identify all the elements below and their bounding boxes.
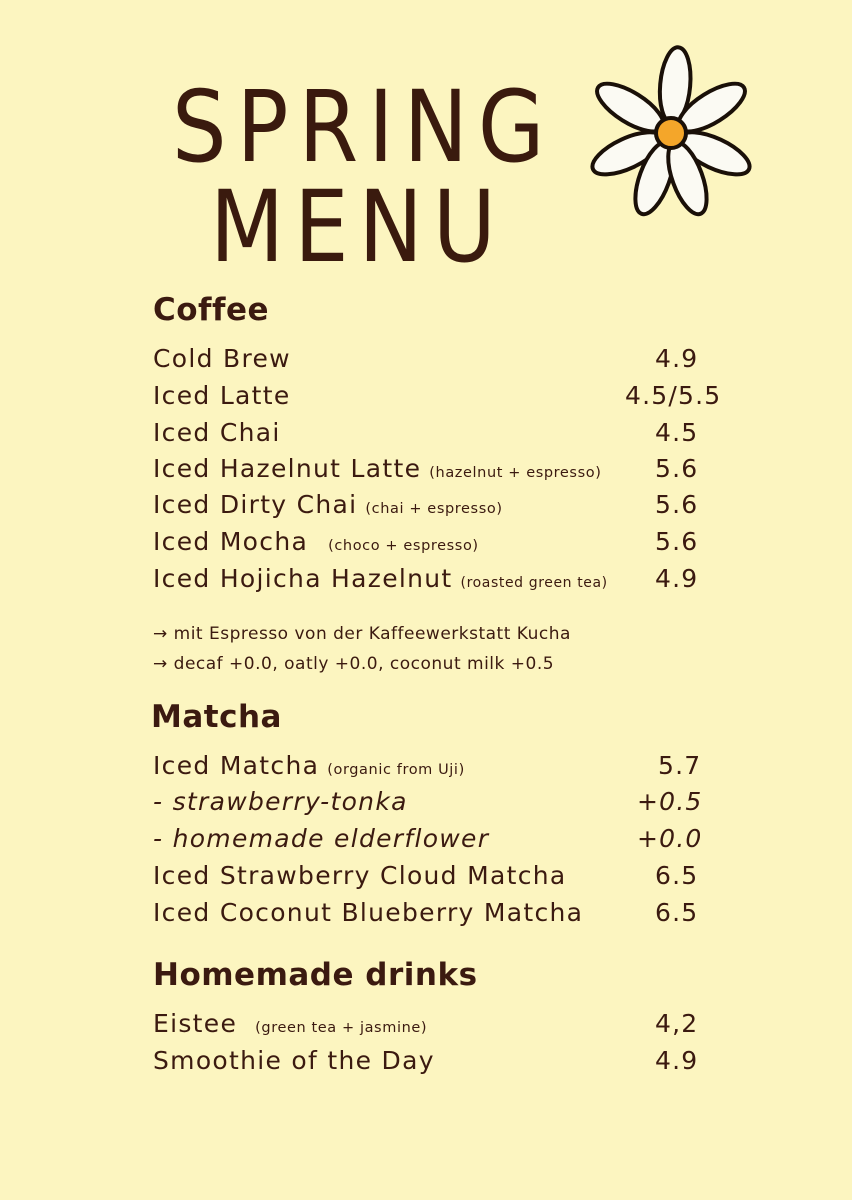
item-name: Smoothie of the Day xyxy=(153,1046,435,1075)
item-price: 5.6 xyxy=(655,454,699,483)
item-note: (choco + espresso) xyxy=(328,538,479,554)
daisy-flower-icon xyxy=(580,40,760,220)
item-note: (hazelnut + espresso) xyxy=(429,465,602,481)
menu-item-homemade-elderflower xyxy=(153,824,713,858)
item-name: - strawberry-tonka xyxy=(153,787,408,816)
coffee-heading: Coffee xyxy=(153,292,270,328)
menu-item-iced-chai xyxy=(153,418,713,452)
item-name: - homemade elderflower xyxy=(153,824,490,853)
item-price: 4.5 xyxy=(655,418,699,447)
menu-item-iced-hojicha-hazelnut xyxy=(153,564,713,598)
item-price: 4.9 xyxy=(655,564,699,593)
menu-item-cold-brew xyxy=(153,344,713,378)
menu-item-smoothie-of-the-day xyxy=(153,1046,713,1080)
item-note: (green tea + jasmine) xyxy=(255,1020,428,1036)
homemade-drinks-heading: Homemade drinks xyxy=(153,957,478,993)
item-name: Iced Chai xyxy=(153,418,281,447)
item-name: Iced Strawberry Cloud Matcha xyxy=(153,861,567,890)
item-price: 4.9 xyxy=(655,344,699,373)
menu-item-iced-hazelnut-latte xyxy=(153,454,713,488)
item-name: Iced Matcha xyxy=(153,751,320,780)
coffee-footnote-milk-options: → decaf +0.0, oatly +0.0, coconut milk +0.5 xyxy=(153,654,555,674)
item-price: +0.0 xyxy=(637,824,703,853)
item-price: 5.6 xyxy=(655,490,699,519)
item-name: Eistee xyxy=(153,1009,238,1038)
item-price: 5.6 xyxy=(655,527,699,556)
item-price: 5.7 xyxy=(658,751,702,780)
item-name: Iced Latte xyxy=(153,381,291,410)
item-note: (organic from Uji) xyxy=(327,762,465,778)
menu-title-line-1: SPRING xyxy=(172,69,555,185)
menu-item-strawberry-cloud-matcha xyxy=(153,861,713,895)
menu-item-iced-latte xyxy=(153,381,722,415)
menu-title-line-2: MENU xyxy=(210,169,506,285)
item-price: 4,2 xyxy=(655,1009,699,1038)
item-name: Iced Dirty Chai xyxy=(153,490,358,519)
item-price: 6.5 xyxy=(655,898,699,927)
item-name: Iced Hojicha Hazelnut xyxy=(153,564,453,593)
item-name: Cold Brew xyxy=(153,344,291,373)
item-name: Iced Mocha xyxy=(153,527,309,556)
menu-item-iced-matcha xyxy=(153,751,713,785)
menu-item-eistee xyxy=(153,1009,713,1043)
coffee-footnote-espresso: → mit Espresso von der Kaffeewerkstatt Kucha xyxy=(153,624,571,644)
matcha-heading: Matcha xyxy=(151,699,282,735)
item-price: 6.5 xyxy=(655,861,699,890)
menu-item-coconut-blueberry-matcha xyxy=(153,898,713,932)
item-note: (roasted green tea) xyxy=(460,575,608,591)
item-note: (chai + espresso) xyxy=(365,501,503,517)
item-name: Iced Hazelnut Latte xyxy=(153,454,422,483)
item-name: Iced Coconut Blueberry Matcha xyxy=(153,898,584,927)
menu-item-iced-dirty-chai xyxy=(153,490,713,524)
item-price: 4.5/5.5 xyxy=(625,381,722,410)
item-price: +0.5 xyxy=(637,787,703,816)
item-price: 4.9 xyxy=(655,1046,699,1075)
menu-item-iced-mocha xyxy=(153,527,713,561)
menu-item-strawberry-tonka xyxy=(153,787,713,821)
